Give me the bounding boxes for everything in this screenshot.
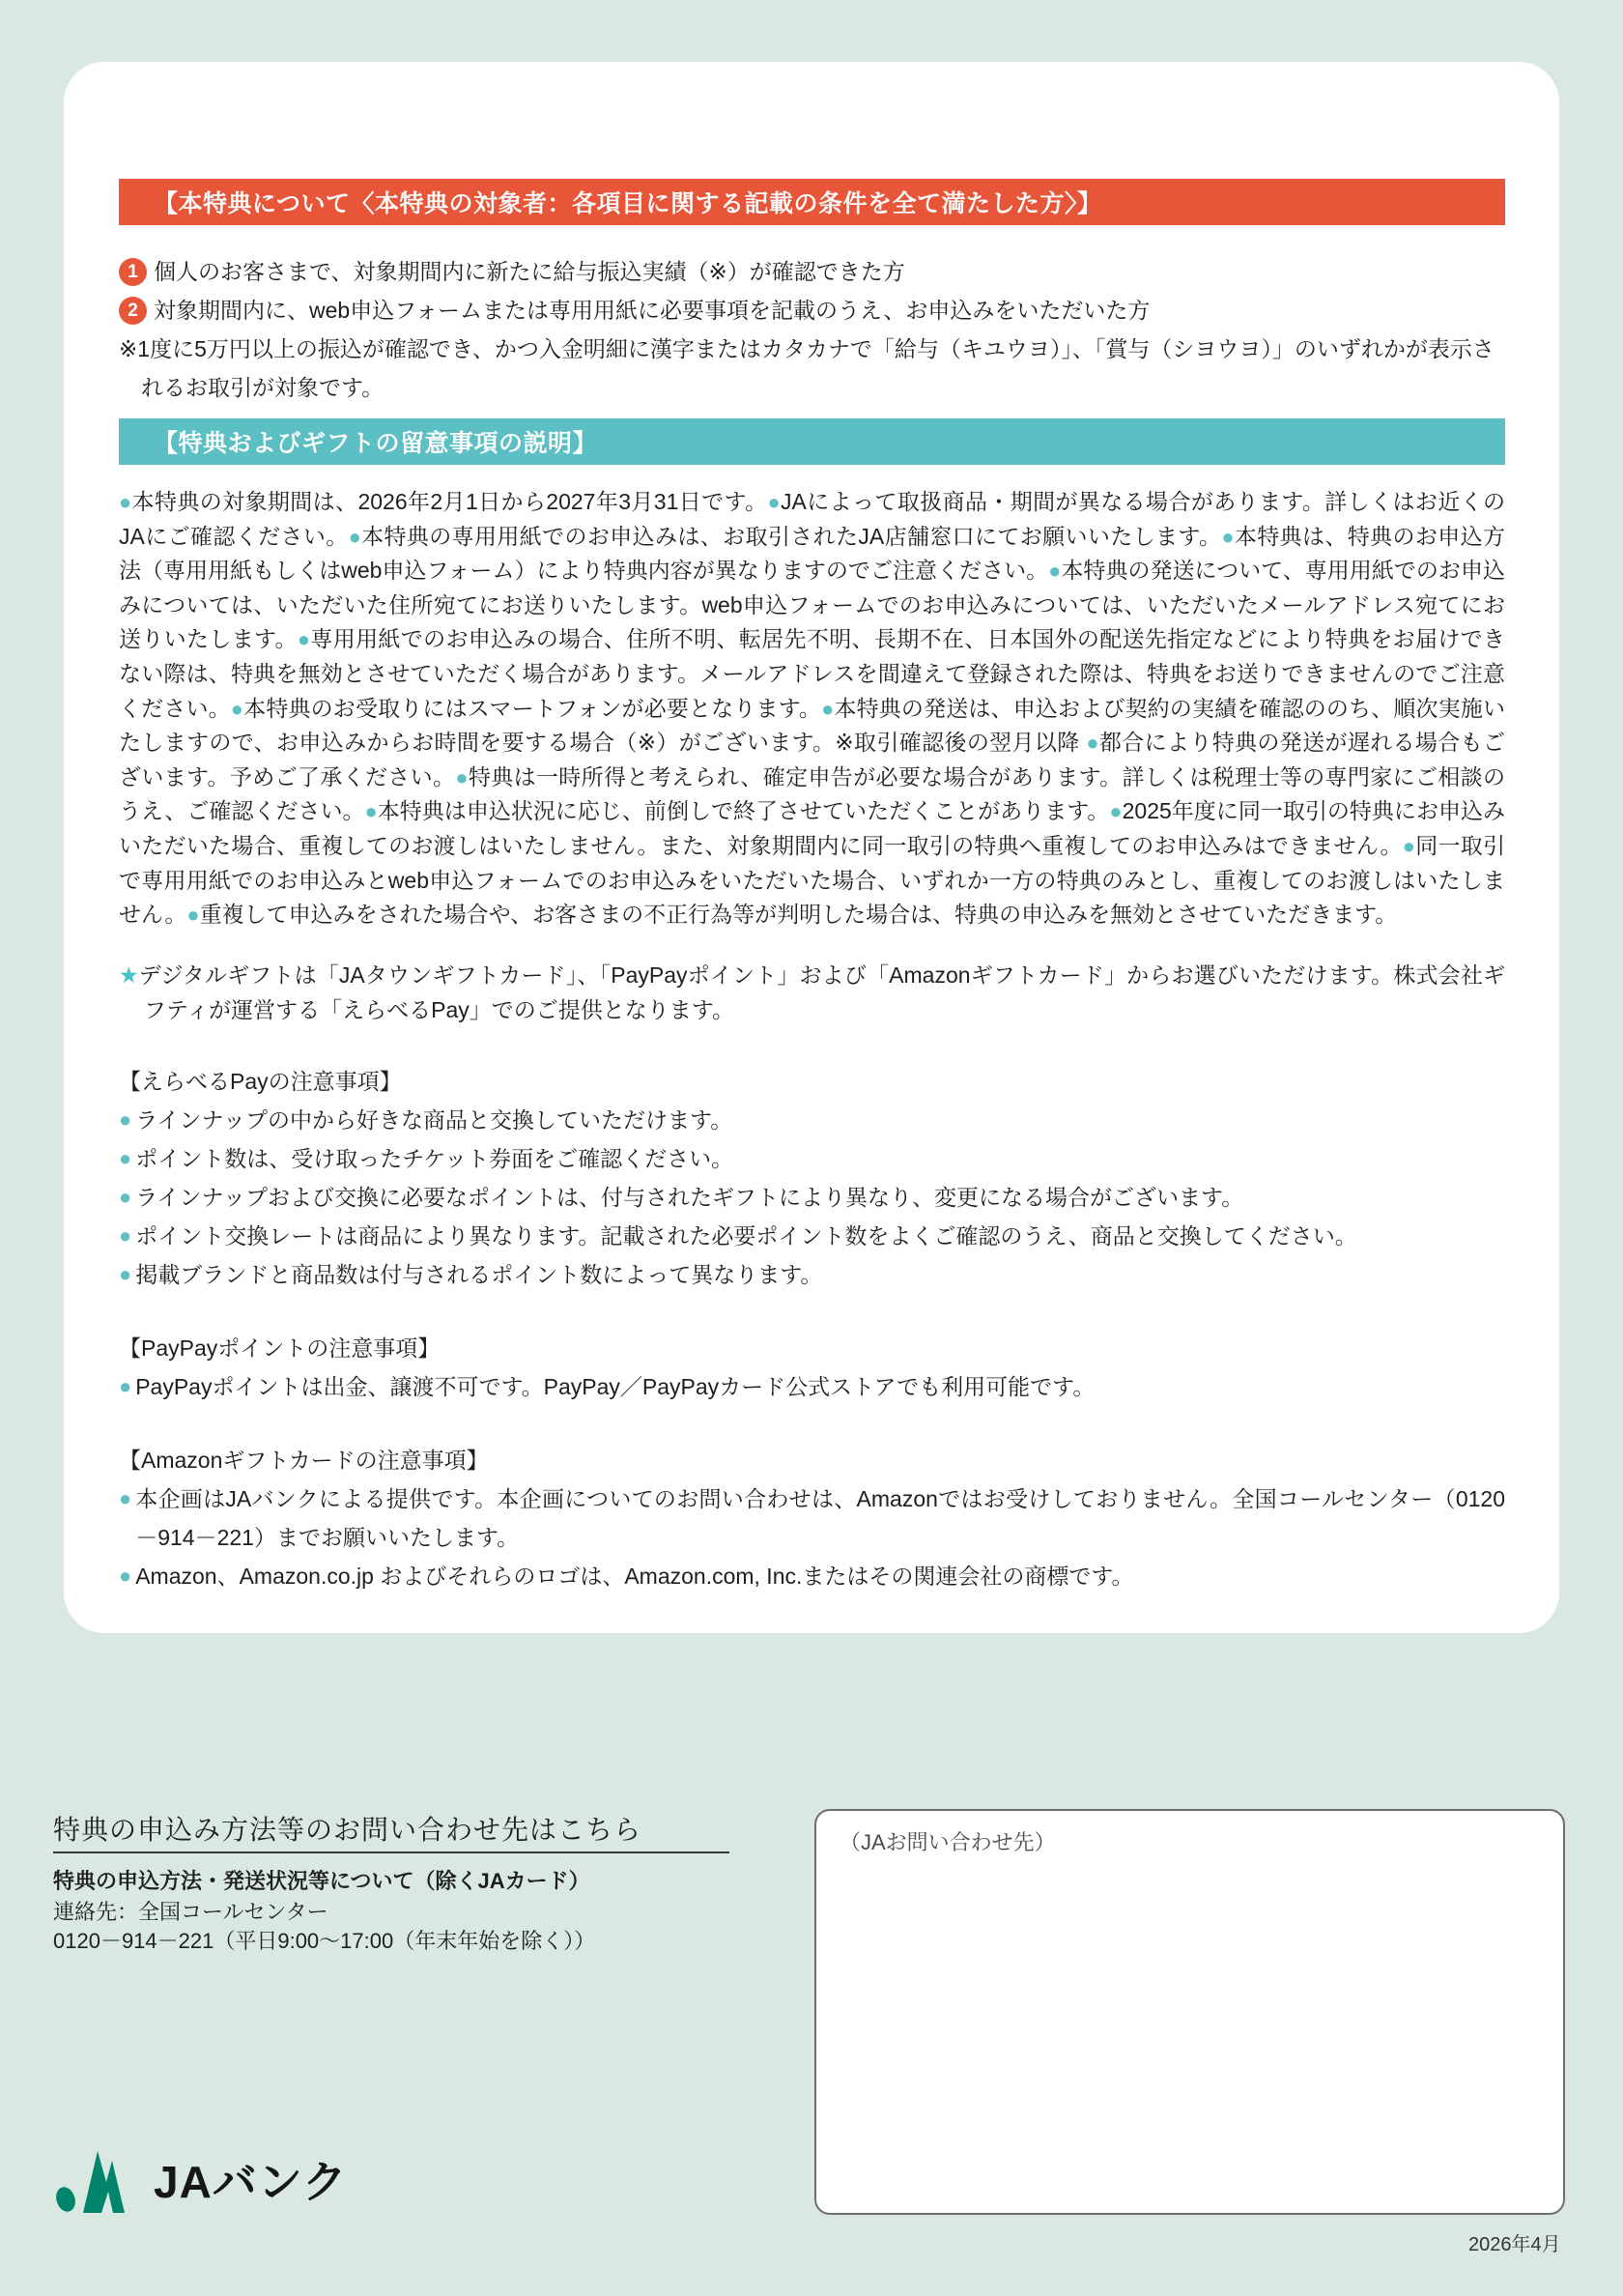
bullet-icon: ● [297, 627, 311, 652]
numbered-item-text: 個人のお客さまで、対象期間内に新たに給与振込実績（※）が確認できた方 [154, 259, 905, 284]
digital-gift-note [119, 958, 1505, 1027]
contact-phone: 0120－914－221（平日9:00～17:00（年末年始を除く）） [53, 1929, 596, 1953]
terms-segment: 同一取引で専用用紙でのお申込みとweb申込フォームでのお申込みをいただいた場合、いずれか一方の特典のみとし、重複してのお渡しはいたしません。 [119, 832, 1506, 928]
note-item [119, 1479, 1505, 1557]
contact-heading-rule [53, 1851, 729, 1853]
note-item [119, 1101, 1505, 1139]
bullet-icon: ● [1402, 833, 1416, 858]
note-item-text: Amazon、Amazon.co.jp およびそれらのロゴは、Amazon.com, Inc.またはその関連会社の商標です。 [135, 1563, 1134, 1589]
ja-bank-logo-text: JAバンク [154, 2157, 348, 2207]
bullet-icon: ● [119, 1222, 132, 1248]
bullet-icon: ● [364, 799, 378, 824]
bullet-icon: ● [455, 764, 469, 789]
note-item [119, 1367, 1505, 1406]
erabepay-notes-list [119, 1101, 1505, 1294]
eligibility-note: ※1度に5万円以上の振込が確認でき、かつ入金明細に漢字またはカタカナで「給与（キユウヨ）」、「賞与（シヨウヨ）」のいずれかが表示されるお取引が対象です。 [119, 336, 1495, 400]
number-circle-icon: 1 [119, 258, 147, 286]
bullet-icon: ● [230, 696, 244, 721]
bullet-icon: ● [119, 490, 132, 514]
bullet-icon: ● [119, 1563, 132, 1588]
note-item-text: 掲載ブランドと商品数は付与されるポイント数によって異なります。 [135, 1261, 823, 1287]
bullet-icon: ● [1221, 524, 1235, 549]
bullet-icon: ● [186, 903, 200, 928]
terms-segment: 2025年度に同一取引の特典にお申込みいただいた場合、重複してのお渡しはいたしません。また、対象期間内に同一取引の特典へ重複してのお申込みはできません。 [119, 798, 1505, 858]
paypay-notes-title: 【PayPayポイントの注意事項】 [119, 1335, 441, 1361]
terms-segment: 本特典の発送は、申込および契約の実績を確認ののち、順次実施いたしますので、お申込みからお時間を要する場合（※）がございます。※取引確認後の翌月以降 [119, 695, 1505, 756]
card-content [64, 62, 1559, 1595]
star-icon: ★ [119, 961, 139, 988]
bullet-icon: ● [821, 696, 835, 721]
bullet-icon: ● [1048, 559, 1062, 584]
note-item [119, 1557, 1505, 1595]
ja-contact-box-label: （JAお問い合わせ先） [840, 1830, 1056, 1854]
note-item-text: ラインナップおよび交換に必要なポイントは、付与されたギフトにより異なり、変更になる場合がございます。 [135, 1184, 1244, 1210]
bullet-icon: ● [119, 1106, 132, 1132]
about-benefit-header: 【本特典について〈本特典の対象者：各項目に関する記載の条件を全て満たした方〉】 [119, 179, 1505, 225]
bullet-icon: ● [119, 1485, 132, 1510]
ja-mark-icon [53, 2143, 142, 2215]
bullet-icon: ● [767, 490, 782, 514]
paypay-notes-list [119, 1367, 1505, 1406]
terms-segment: 本特典の発送について、専用用紙でのお申込みについては、いただいた住所宛てにお送りいたします。web申込フォームでのお申込みについては、いただいたメールアドレス宛てにお送りいたします。 [119, 558, 1505, 652]
terms-segment: JAによって取扱商品・期間が異なる場合があります。詳しくはお近くのJAにご確認ください。 [119, 489, 1505, 549]
main-card [64, 62, 1559, 1633]
note-item-text: ラインナップの中から好きな商品と交換していただけます。 [135, 1106, 733, 1133]
bullet-icon: ● [119, 1373, 132, 1398]
terms-paragraph [119, 485, 1505, 933]
ja-contact-box [814, 1809, 1565, 2215]
contact-center: 連絡先：全国コールセンター [53, 1900, 328, 1924]
bullet-icon: ● [119, 1184, 132, 1209]
terms-segment: 本特典のお受取りにはスマートフォンが必要となります。 [243, 695, 822, 721]
amazon-notes-title: 【Amazonギフトカードの注意事項】 [119, 1447, 489, 1473]
bullet-icon: ● [119, 1145, 132, 1170]
numbered-item [119, 291, 1505, 330]
amazon-notes-section [119, 1441, 1505, 1595]
eligibility-list [119, 252, 1505, 330]
bullet-icon: ● [348, 524, 362, 549]
numbered-item-text: 対象期間内に、web申込フォームまたは専用用紙に必要事項を記載のうえ、お申込みをいただいた方 [154, 298, 1151, 323]
terms-header: 【特典およびギフトの留意事項の説明】 [119, 418, 1505, 465]
terms-segment: 本特典の対象期間は、2026年2月1日から2027年3月31日です。 [131, 489, 768, 514]
note-item-text: 本企画はJAバンクによる提供です。本企画についてのお問い合わせは、Amazonではお受けしておりません。全国コールセンター（0120－914－221）までお願いいたします。 [135, 1485, 1505, 1550]
terms-segment: 本特典は、特典のお申込方法（専用用紙もしくはweb申込フォーム）により特典内容が異なりますのでご注意ください。 [119, 523, 1506, 584]
note-item [119, 1178, 1505, 1217]
bullet-icon: ● [1109, 799, 1123, 824]
numbered-item [119, 252, 1505, 291]
note-item-text: PayPayポイントは出金、譲渡不可です。PayPay／PayPayカード公式ストアでも利用可能です。 [135, 1373, 1096, 1399]
terms-segment: 本特典の専用用紙でのお申込みは、お取引されたJA店舗窓口にてお願いいたします。 [361, 523, 1222, 549]
note-item-text: ポイント交換レートは商品により異なります。記載された必要ポイント数をよくご確認のうえ、商品と交換してください。 [135, 1222, 1357, 1248]
paypay-notes-section [119, 1329, 1505, 1406]
ja-bank-logo [53, 2143, 348, 2215]
issue-date: 2026年4月 [1468, 2234, 1561, 2255]
number-circle-icon: 2 [119, 297, 147, 325]
erabepay-notes-section [119, 1062, 1505, 1294]
erabepay-notes-title: 【えらべるPayの注意事項】 [119, 1068, 402, 1094]
note-item [119, 1255, 1505, 1294]
terms-segment: 重複して申込みをされた場合や、お客さまの不正行為等が判明した場合は、特典の申込みを無効とさせていただきます。 [199, 902, 1398, 928]
note-item [119, 1139, 1505, 1178]
note-item-text: ポイント数は、受け取ったチケット券面をご確認ください。 [135, 1145, 734, 1171]
terms-segment: 都合により特典の発送が遅れる場合もございます。予めご了承ください。 [119, 730, 1505, 789]
bullet-icon: ● [119, 1261, 132, 1286]
contact-heading: 特典の申込み方法等のお問い合わせ先はこちら [53, 1815, 642, 1845]
terms-segment: 本特典は申込状況に応じ、前倒しで終了させていただくことがあります。 [377, 798, 1110, 824]
digital-gift-note-text: デジタルギフトは「JAタウンギフトカード」、「PayPayポイント」および「Amazonギフトカード」からお選びいただけます。株式会社ギフティが運営する「えらべるPay」でのご提供となります。 [138, 961, 1505, 1022]
terms-segment: 専用用紙でのお申込みの場合、住所不明、転居先不明、長期不在、日本国外の配送先指定などにより特典をお届けできない際は、特典を無効とさせていただく場合があります。メールアドレスを間違えて登録された際は、特典をお送りできませんのでご注意ください。 [119, 626, 1506, 721]
amazon-notes-list [119, 1479, 1505, 1595]
bullet-icon: ● [1086, 731, 1099, 756]
terms-segment: 特典は一時所得と考えられ、確定申告が必要な場合があります。詳しくは税理士等の専門家にご相談のうえ、ご確認ください。 [119, 763, 1505, 824]
contact-subject: 特典の申込方法・発送状況等について（除くJAカード） [53, 1869, 590, 1893]
note-item [119, 1217, 1505, 1255]
